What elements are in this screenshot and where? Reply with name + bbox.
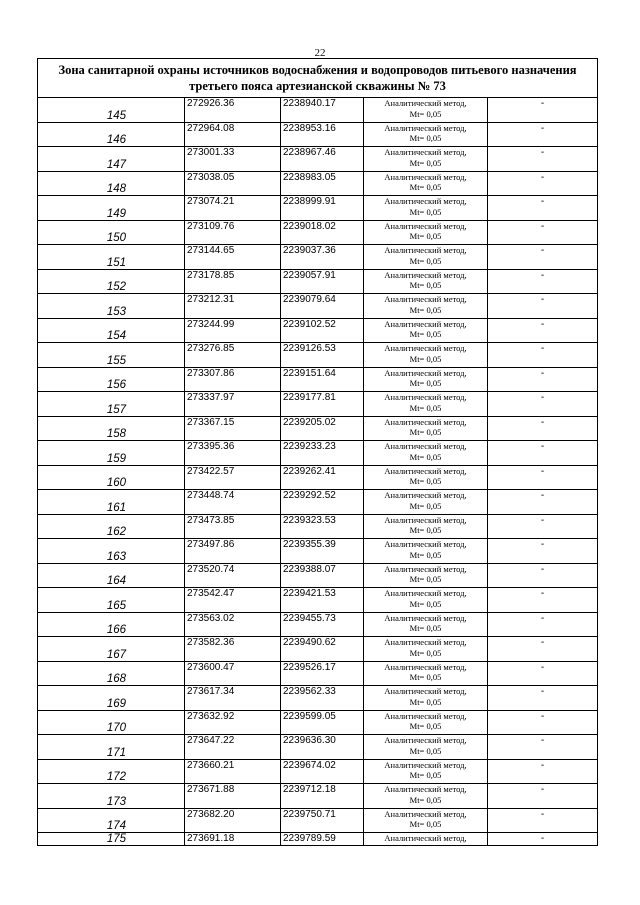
method-name: Аналитический метод, [384,637,467,647]
method-accuracy: Mt= 0,05 [409,402,442,413]
point-number: 156 [38,367,185,392]
method-accuracy: Mt= 0,05 [409,696,442,707]
method-name: Аналитический метод, [384,588,467,598]
point-number: 173 [38,784,185,809]
point-number: 163 [38,539,185,564]
coord-y: 2239292.52 [281,490,364,515]
extra-cell: - [488,441,598,466]
method-accuracy: Mt= 0,05 [409,427,442,437]
method-cell [364,637,488,662]
point-number: 166 [38,612,185,637]
method-accuracy: Mt= 0,05 [409,476,442,486]
method-name: Аналитический метод, [384,735,467,745]
method-accuracy: Mt= 0,05 [409,133,442,143]
table-row [38,661,598,686]
method-accuracy: Mt= 0,05 [409,231,442,241]
table-row [38,122,598,147]
method-accuracy: Mt= 0,05 [409,574,442,584]
table-row [38,686,598,711]
coord-y: 2239057.91 [281,269,364,294]
coord-y: 2239323.53 [281,514,364,539]
extra-cell: - [488,269,598,294]
table-row [38,539,598,564]
method-name: Аналитический метод, [384,318,467,329]
point-number: 150 [38,220,185,245]
coord-y: 2239018.02 [281,220,364,245]
method-cell [364,269,488,294]
coord-x: 273671.88 [185,784,281,809]
coord-y: 2239526.17 [281,661,364,686]
method-cell [364,710,488,735]
table-row [38,98,598,123]
coordinates-sheet [37,58,597,846]
point-number: 149 [38,196,185,221]
extra-cell: - [488,416,598,441]
coord-x: 273682.20 [185,808,281,833]
coord-y: 2239205.02 [281,416,364,441]
method-accuracy: Mt= 0,05 [409,794,442,805]
extra-cell: - [488,637,598,662]
point-number: 148 [38,171,185,196]
extra-cell: - [488,514,598,539]
table-row [38,441,598,466]
point-number: 151 [38,245,185,270]
coord-y: 2239674.02 [281,759,364,784]
coord-x: 273244.99 [185,318,281,343]
table-row [38,416,598,441]
point-number: 145 [38,98,185,123]
method-accuracy: Mt= 0,05 [409,157,442,168]
extra-cell: - [488,147,598,172]
extra-cell: - [488,220,598,245]
extra-cell: - [488,563,598,588]
point-number: 154 [38,318,185,343]
coord-x: 273178.85 [185,269,281,294]
table-row [38,784,598,809]
method-name: Аналитический метод, [384,245,467,255]
method-accuracy: Mt= 0,05 [409,353,442,364]
table-row [38,735,598,760]
extra-cell: - [488,759,598,784]
method-cell [364,784,488,809]
method-cell [364,98,488,123]
table-row [38,465,598,490]
coord-y: 2239455.73 [281,612,364,637]
coord-y: 2239233.23 [281,441,364,466]
coord-x: 273367.15 [185,416,281,441]
method-accuracy: Mt= 0,05 [409,525,442,535]
extra-cell: - [488,367,598,392]
method-name: Аналитический метод, [384,784,467,794]
coord-y: 2239789.59 [281,833,364,846]
table-row [38,808,598,833]
method-name: Аналитический метод, [384,416,467,427]
method-cell [364,416,488,441]
point-number: 169 [38,686,185,711]
extra-cell: - [488,833,598,846]
extra-cell: - [488,612,598,637]
method-name: Аналитический метод, [384,122,467,133]
coord-y: 2238983.05 [281,171,364,196]
coord-x: 273276.85 [185,343,281,368]
extra-cell: - [488,490,598,515]
extra-cell: - [488,245,598,270]
method-cell [364,833,488,846]
table-row [38,367,598,392]
method-cell [364,661,488,686]
table-row [38,637,598,662]
coord-x: 273582.36 [185,637,281,662]
extra-cell: - [488,465,598,490]
coord-x: 273632.92 [185,710,281,735]
coord-x: 273520.74 [185,563,281,588]
coord-x: 272926.36 [185,98,281,123]
coord-y: 2239562.33 [281,686,364,711]
method-accuracy: Mt= 0,05 [409,378,442,388]
method-cell [364,196,488,221]
method-cell [364,171,488,196]
method-accuracy: Mt= 0,05 [409,721,442,731]
point-number: 167 [38,637,185,662]
method-accuracy: Mt= 0,05 [409,182,442,192]
method-cell [364,367,488,392]
coord-y: 2239750.71 [281,808,364,833]
coord-x: 273109.76 [185,220,281,245]
coord-x: 273600.47 [185,661,281,686]
method-name: Аналитический метод, [384,294,467,304]
point-number: 159 [38,441,185,466]
point-number: 161 [38,490,185,515]
coord-y: 2239079.64 [281,294,364,319]
coord-x: 273617.34 [185,686,281,711]
method-cell [364,245,488,270]
method-name: Аналитический метод, [384,833,467,843]
title-line-1: Зона санитарной охраны источников водоснабжения и водопроводов питьевого назначения [58,63,577,77]
extra-cell: - [488,686,598,711]
coord-y: 2238953.16 [281,122,364,147]
method-accuracy: Mt= 0,05 [409,206,442,217]
method-accuracy: Mt= 0,05 [409,770,442,780]
table-row [38,318,598,343]
method-cell [364,294,488,319]
table-row [38,171,598,196]
point-number: 172 [38,759,185,784]
point-number: 155 [38,343,185,368]
point-number: 171 [38,735,185,760]
method-accuracy: Mt= 0,05 [409,549,442,560]
extra-cell: - [488,171,598,196]
coordinates-table [37,58,598,846]
extra-cell: - [488,784,598,809]
method-accuracy: Mt= 0,05 [409,647,442,658]
extra-cell: - [488,98,598,123]
method-cell [364,808,488,833]
method-accuracy: Mt= 0,05 [409,280,442,290]
method-name: Аналитический метод, [384,686,467,696]
method-name: Аналитический метод, [384,392,467,402]
table-row [38,245,598,270]
method-cell [364,539,488,564]
point-number: 146 [38,122,185,147]
method-cell [364,147,488,172]
coord-y: 2239102.52 [281,318,364,343]
coord-x: 272964.08 [185,122,281,147]
method-name: Аналитический метод, [384,367,467,378]
method-cell [364,392,488,417]
coord-y: 2239151.64 [281,367,364,392]
method-cell [364,514,488,539]
coord-y: 2239636.30 [281,735,364,760]
method-name: Аналитический метод, [384,147,467,157]
coord-x: 273647.22 [185,735,281,760]
table-row [38,833,598,846]
method-name: Аналитический метод, [384,269,467,280]
extra-cell: - [488,588,598,613]
title-line-2: третьего пояса артезианской скважины № 73 [189,79,446,93]
method-name: Аналитический метод, [384,171,467,182]
method-accuracy: Mt= 0,05 [409,304,442,315]
method-cell [364,588,488,613]
extra-cell: - [488,392,598,417]
coord-y: 2239177.81 [281,392,364,417]
method-accuracy: Mt= 0,05 [409,819,442,829]
coord-y: 2239388.07 [281,563,364,588]
method-cell [364,318,488,343]
point-number: 164 [38,563,185,588]
method-name: Аналитический метод, [384,196,467,206]
table-row [38,147,598,172]
coord-x: 273001.33 [185,147,281,172]
method-name: Аналитический метод, [384,759,467,770]
table-row [38,392,598,417]
coord-y: 2239490.62 [281,637,364,662]
method-name: Аналитический метод, [384,490,467,500]
method-cell [364,465,488,490]
coord-x: 273337.97 [185,392,281,417]
point-number: 157 [38,392,185,417]
coord-y: 2238999.91 [281,196,364,221]
table-row [38,343,598,368]
method-cell [364,759,488,784]
coord-x: 273497.86 [185,539,281,564]
method-name: Аналитический метод, [384,808,467,819]
method-name: Аналитический метод, [384,539,467,549]
method-name: Аналитический метод, [384,612,467,623]
point-number: 158 [38,416,185,441]
method-accuracy: Mt= 0,05 [409,672,442,682]
method-accuracy: Mt= 0,05 [409,451,442,462]
point-number: 153 [38,294,185,319]
table-row [38,220,598,245]
method-cell [364,686,488,711]
extra-cell: - [488,710,598,735]
method-accuracy: Mt= 0,05 [409,108,442,119]
method-name: Аналитический метод, [384,563,467,574]
table-row [38,294,598,319]
page-number: 22 [314,47,326,59]
method-name: Аналитический метод, [384,441,467,451]
method-accuracy: Mt= 0,05 [409,329,442,339]
coord-y: 2238967.46 [281,147,364,172]
method-accuracy: Mt= 0,05 [409,255,442,266]
table-row [38,612,598,637]
extra-cell: - [488,294,598,319]
coord-x: 273144.65 [185,245,281,270]
method-cell [364,122,488,147]
method-name: Аналитический метод, [384,514,467,525]
coord-x: 273212.31 [185,294,281,319]
coord-y: 2239421.53 [281,588,364,613]
extra-cell: - [488,808,598,833]
extra-cell: - [488,318,598,343]
table-row [38,514,598,539]
coord-x: 273660.21 [185,759,281,784]
table-row [38,269,598,294]
method-cell [364,490,488,515]
point-number: 165 [38,588,185,613]
coord-y: 2238940.17 [281,98,364,123]
method-name: Аналитический метод, [384,710,467,721]
table-title [38,59,598,98]
coord-y: 2239037.36 [281,245,364,270]
extra-cell: - [488,661,598,686]
point-number: 147 [38,147,185,172]
point-number: 174 [38,808,185,833]
coord-y: 2239712.18 [281,784,364,809]
point-number: 170 [38,710,185,735]
table-row [38,710,598,735]
coord-x: 273422.57 [185,465,281,490]
point-number: 152 [38,269,185,294]
method-accuracy: Mt= 0,05 [409,500,442,511]
point-number: 162 [38,514,185,539]
coord-x: 273691.18 [185,833,281,846]
extra-cell: - [488,196,598,221]
coord-y: 2239355.39 [281,539,364,564]
method-name: Аналитический метод, [384,98,467,108]
method-cell [364,441,488,466]
extra-cell: - [488,122,598,147]
coord-x: 273448.74 [185,490,281,515]
coord-x: 273074.21 [185,196,281,221]
table-row [38,490,598,515]
point-number: 175 [38,833,185,846]
coord-x: 273473.85 [185,514,281,539]
table-row [38,759,598,784]
method-accuracy: Mt= 0,05 [409,598,442,609]
coord-y: 2239126.53 [281,343,364,368]
coord-x: 273542.47 [185,588,281,613]
method-accuracy: Mt= 0,05 [409,745,442,756]
coord-x: 273038.05 [185,171,281,196]
coord-x: 273395.36 [185,441,281,466]
method-cell [364,612,488,637]
method-name: Аналитический метод, [384,661,467,672]
extra-cell: - [488,539,598,564]
method-cell [364,220,488,245]
coord-x: 273307.86 [185,367,281,392]
extra-cell: - [488,735,598,760]
table-row [38,588,598,613]
coord-x: 273563.02 [185,612,281,637]
point-number: 160 [38,465,185,490]
method-cell [364,735,488,760]
method-accuracy: Mt= 0,05 [409,623,442,633]
method-cell [364,343,488,368]
coord-y: 2239262.41 [281,465,364,490]
method-name: Аналитический метод, [384,343,467,353]
coord-y: 2239599.05 [281,710,364,735]
method-name: Аналитический метод, [384,220,467,231]
extra-cell: - [488,343,598,368]
method-name: Аналитический метод, [384,465,467,476]
method-cell [364,563,488,588]
point-number: 168 [38,661,185,686]
table-row [38,563,598,588]
table-row [38,196,598,221]
